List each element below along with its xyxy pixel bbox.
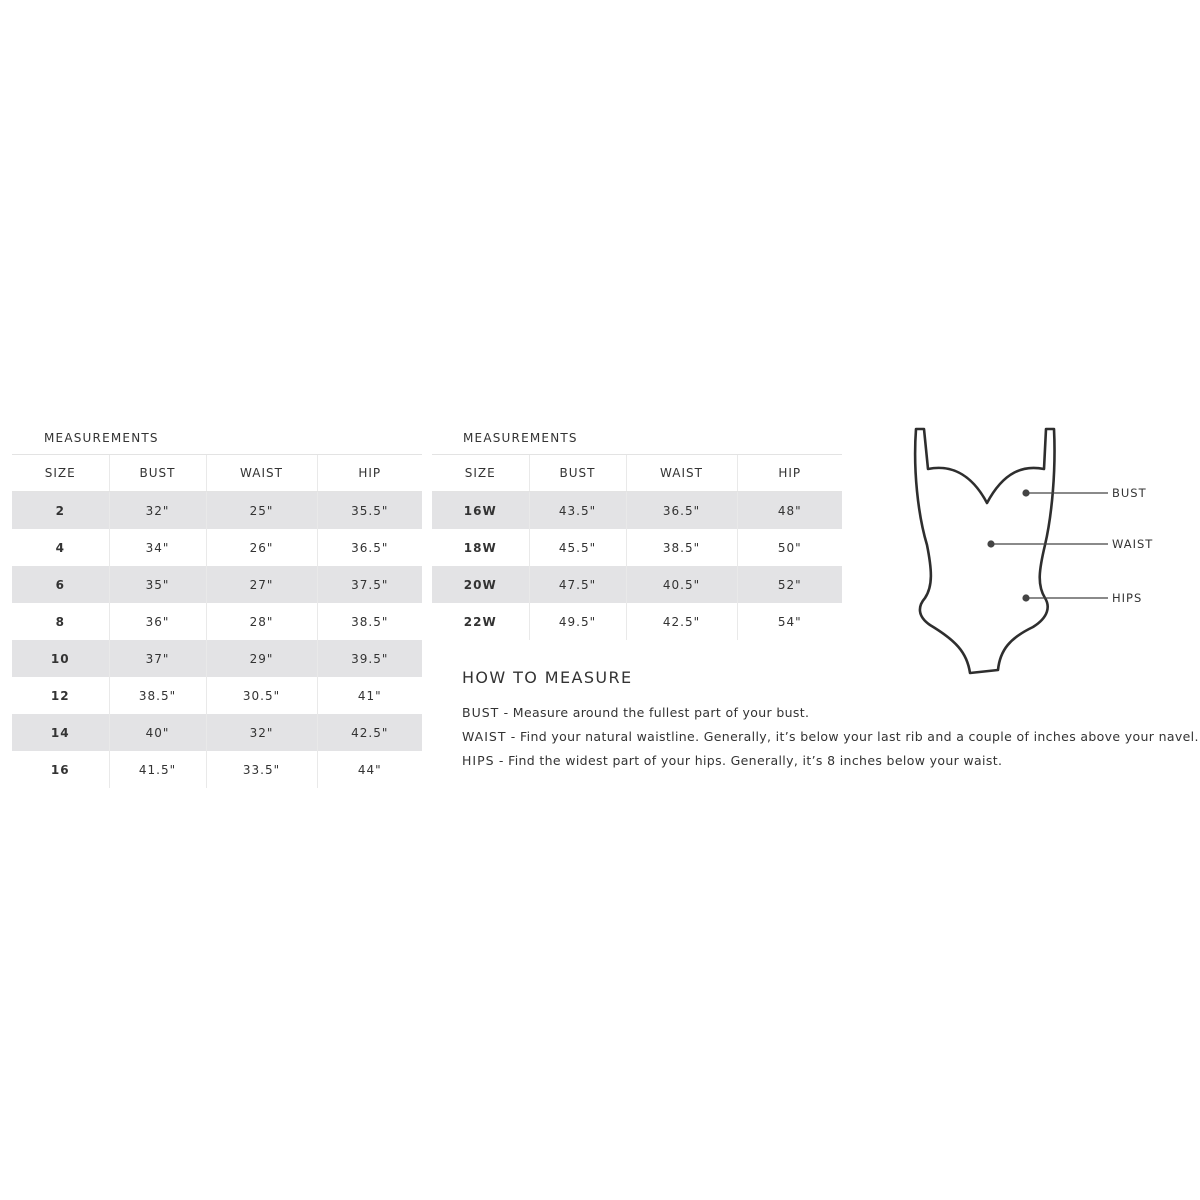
bust-cell: 38.5": [109, 677, 206, 714]
table-row: [432, 603, 842, 640]
waist-cell: 26": [206, 529, 317, 566]
waist-cell: 32": [206, 714, 317, 751]
header-size: SIZE: [432, 455, 529, 492]
how-to-measure-waist: [462, 729, 1199, 744]
hip-cell: 36.5": [317, 529, 422, 566]
header-waist: WAIST: [206, 455, 317, 492]
header-waist: WAIST: [626, 455, 737, 492]
bust-cell: 36": [109, 603, 206, 640]
size-cell: 22W: [463, 614, 497, 629]
header-bust: BUST: [529, 455, 626, 492]
size-cell: 14: [12, 714, 109, 751]
size-cell: 2: [12, 492, 109, 530]
size-cell: 16W: [432, 492, 529, 530]
size-cell: 12: [50, 688, 70, 703]
bust-cell: 37": [109, 640, 206, 677]
table-row: [432, 492, 842, 530]
waist-cell: 40.5": [626, 566, 737, 603]
bust-cell: 45.5": [529, 529, 626, 566]
table-row: [12, 603, 422, 640]
table-row: [12, 677, 422, 714]
how-text-hips: - Find the widest part of your hips. Generally, it’s 8 inches below your waist.: [494, 753, 1003, 768]
size-cell: 10: [12, 640, 109, 677]
hip-cell: 41": [317, 677, 422, 714]
table-row: [432, 529, 842, 566]
how-text-waist: - Find your natural waistline. Generally, it’s below your last rib and a couple of inches above your navel.: [506, 729, 1199, 744]
right-table-title: MEASUREMENTS: [463, 431, 578, 445]
waist-callout-label: WAIST: [1112, 537, 1154, 551]
bust-cell: 32": [109, 492, 206, 530]
left-table-title: MEASUREMENTS: [44, 431, 159, 445]
hip-cell: 39.5": [317, 640, 422, 677]
hip-cell: 54": [737, 603, 842, 640]
right-size-table: [432, 454, 842, 640]
size-cell: 18W: [463, 540, 497, 555]
bust-callout-label: BUST: [1112, 486, 1147, 500]
bust-callout: [1022, 486, 1146, 500]
table-row: [12, 640, 422, 677]
hip-cell: 50": [737, 529, 842, 566]
how-label-bust: BUST: [462, 705, 500, 720]
table-row: [12, 751, 422, 788]
header-hip: HIP: [317, 455, 422, 492]
hip-cell: 37.5": [317, 566, 422, 603]
how-to-measure-hips: [462, 753, 1002, 768]
table-header-row: [432, 455, 842, 492]
size-cell: 6: [12, 566, 109, 603]
waist-cell: 27": [206, 566, 317, 603]
waist-callout: [987, 537, 1153, 551]
waist-cell: 33.5": [206, 751, 317, 788]
hips-callout-label: HIPS: [1112, 591, 1143, 605]
waist-cell: 29": [206, 640, 317, 677]
header-hip: HIP: [737, 455, 842, 492]
bust-cell: 40": [109, 714, 206, 751]
swimsuit-outline-icon: [915, 429, 1054, 673]
bust-cell: 35": [109, 566, 206, 603]
waist-cell: 36.5": [626, 492, 737, 530]
hips-callout: [1022, 591, 1142, 605]
waist-cell: 30.5": [206, 677, 317, 714]
waist-cell: 25": [206, 492, 317, 530]
size-cell: 4: [55, 540, 65, 555]
hip-cell: 42.5": [317, 714, 422, 751]
table-row: [12, 566, 422, 603]
waist-cell: 28": [206, 603, 317, 640]
how-label-waist: WAIST: [462, 729, 507, 744]
hip-cell: 52": [737, 566, 842, 603]
size-cell: 20W: [432, 566, 529, 603]
hip-cell: 48": [737, 492, 842, 530]
table-row: [12, 714, 422, 751]
table-row: [12, 492, 422, 530]
size-cell: 8: [55, 614, 65, 629]
how-label-hips: HIPS: [462, 753, 495, 768]
swimsuit-figure: [900, 420, 1190, 685]
how-to-measure-bust: [462, 705, 809, 720]
how-to-measure-title: HOW TO MEASURE: [462, 668, 633, 687]
hip-cell: 38.5": [317, 603, 422, 640]
size-cell: 16: [50, 762, 70, 777]
bust-cell: 34": [109, 529, 206, 566]
waist-cell: 38.5": [626, 529, 737, 566]
table-header-row: [12, 455, 422, 492]
waist-cell: 42.5": [626, 603, 737, 640]
how-text-bust: - Measure around the fullest part of your bust.: [499, 705, 810, 720]
header-size: SIZE: [12, 455, 109, 492]
header-bust: BUST: [109, 455, 206, 492]
bust-cell: 41.5": [109, 751, 206, 788]
table-row: [432, 566, 842, 603]
bust-cell: 47.5": [529, 566, 626, 603]
left-size-table: [12, 454, 422, 788]
table-row: [12, 529, 422, 566]
bust-cell: 49.5": [529, 603, 626, 640]
bust-cell: 43.5": [529, 492, 626, 530]
hip-cell: 44": [317, 751, 422, 788]
hip-cell: 35.5": [317, 492, 422, 530]
